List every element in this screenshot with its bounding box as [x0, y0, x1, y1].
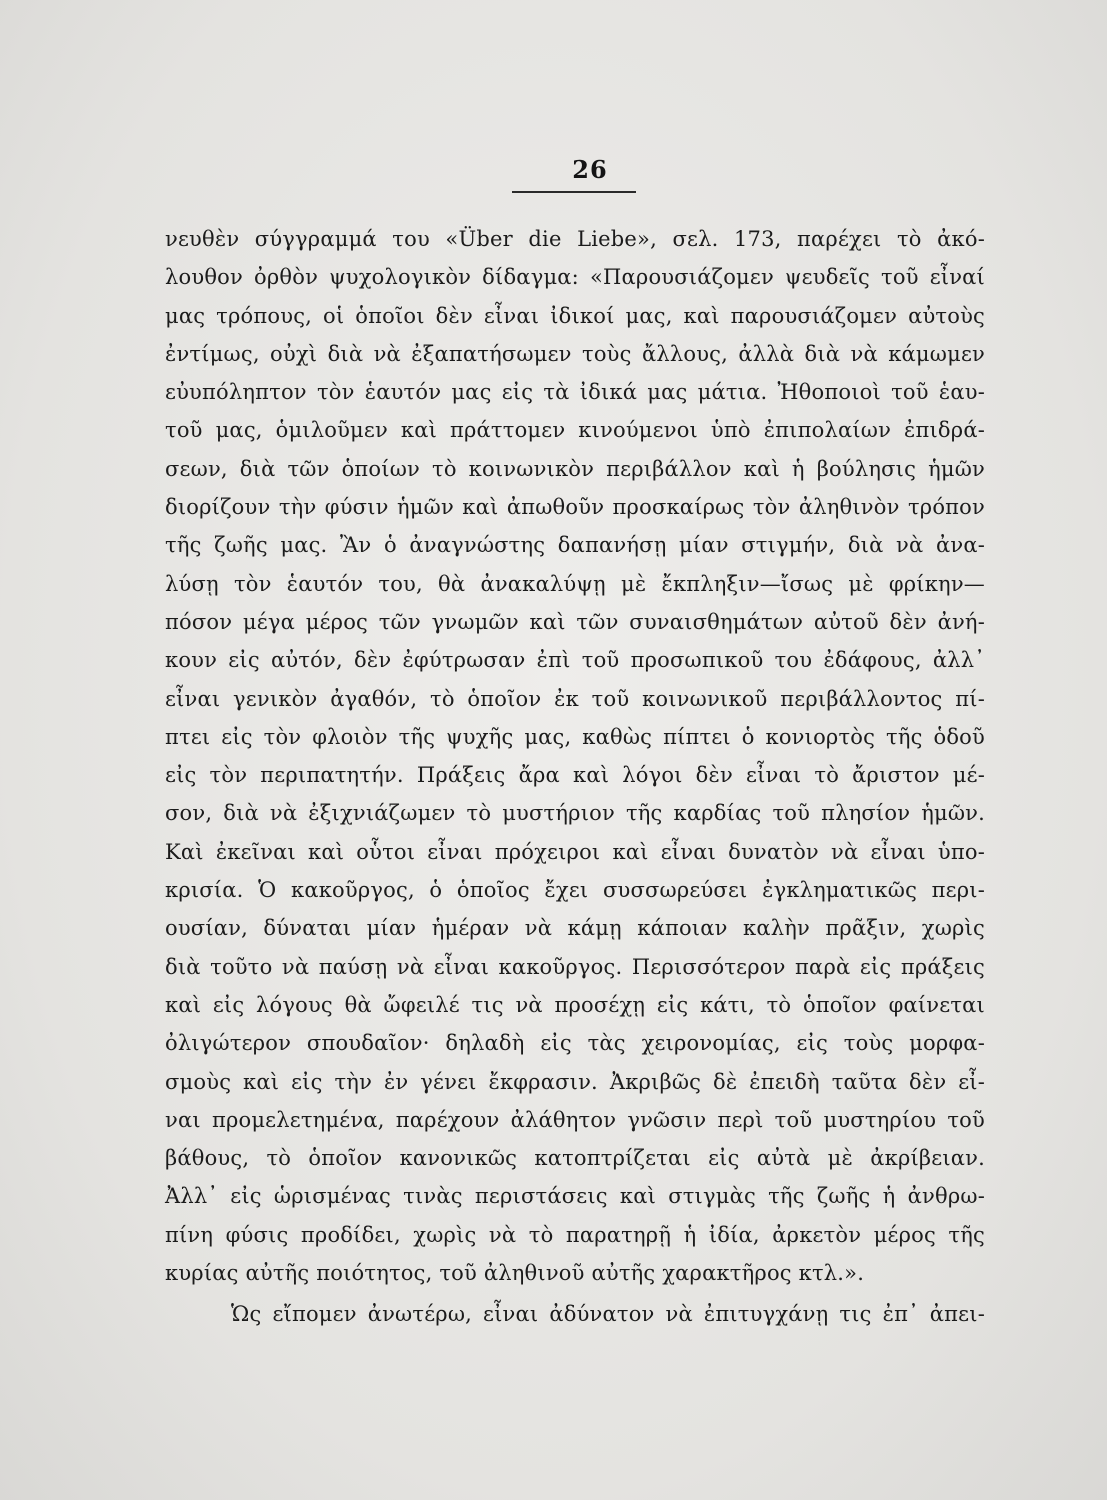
- text-line: καὶ εἰς λόγους θὰ ὤφειλέ τις νὰ προσέχῃ εἰς κάτι, τὸ ὁποῖον φαίνεται: [165, 992, 985, 1017]
- text-line: Ἀλλ᾽ εἰς ὡρισμένας τινὰς περιστάσεις καὶ στιγμὰς τῆς ζωῆς ἡ ἀνθρω-: [165, 1184, 985, 1209]
- text-line: ναι προμελετημένα, παρέχουν ἀλάθητον γνῶσιν περὶ τοῦ μυστηρίου τοῦ: [165, 1107, 985, 1132]
- text-line: Καὶ ἐκεῖναι καὶ οὗτοι εἶναι πρόχειροι καὶ εἶναι δυνατὸν νὰ εἶναι ὑπο-: [165, 839, 985, 864]
- text-line: εἶναι γενικὸν ἀγαθόν, τὸ ὁποῖον ἐκ τοῦ κοινωνικοῦ περιβάλλοντος πί-: [165, 686, 985, 711]
- text-line: σμοὺς καὶ εἰς τὴν ἐν γένει ἔκφρασιν. Ἀκριβῶς δὲ ἐπειδὴ ταῦτα δὲν εἶ-: [165, 1069, 985, 1094]
- text-line: τῆς ζωῆς μας. Ἂν ὁ ἀναγνώστης δαπανήσῃ μίαν στιγμήν, διὰ νὰ ἀνα-: [165, 533, 985, 558]
- paragraph-1: [165, 220, 985, 1292]
- text-line: σον, διὰ νὰ ἐξιχνιάζωμεν τὸ μυστήριον τῆς καρδίας τοῦ πλησίον ἡμῶν.: [165, 801, 985, 826]
- text-line: Ὡς εἴπομεν ἀνωτέρω, εἶναι ἀδύνατον νὰ ἐπιτυγχάνῃ τις ἐπ᾽ ἀπει-: [231, 1302, 985, 1326]
- text-line: πίνη φύσις προδίδει, χωρὶς νὰ τὸ παρατηρῇ ἡ ἰδία, ἀρκετὸν μέρος τῆς: [165, 1222, 985, 1247]
- text-line: νευθὲν σύγγραμμά του «Über die Liebe», σελ. 173, παρέχει τὸ ἀκό-: [165, 227, 985, 251]
- text-line: σεων, διὰ τῶν ὁποίων τὸ κοινωνικὸν περιβάλλον καὶ ἡ βούλησις ἡμῶν: [165, 456, 985, 481]
- text-line: κυρίας αὐτῆς ποιότητος, τοῦ ἀληθινοῦ αὐτῆς χαρακτῆρος κτλ.».: [165, 1261, 865, 1286]
- text-line: τοῦ μας, ὁμιλοῦμεν καὶ πράττομεν κινούμενοι ὑπὸ ἐπιπολαίων ἐπιδρά-: [165, 418, 985, 443]
- text-line: λύσῃ τὸν ἑαυτόν του, θὰ ἀνακαλύψῃ μὲ ἔκπληξιν—ἴσως μὲ φρίκην—: [165, 571, 985, 596]
- text-line: ουσίαν, δύναται μίαν ἡμέραν νὰ κάμῃ κάποιαν καλὴν πρᾶξιν, χωρὶς: [165, 916, 985, 941]
- text-line: μας τρόπους, οἱ ὁποῖοι δὲν εἶναι ἰδικοί μας, καὶ παρουσιάζομεν αὐτοὺς: [165, 303, 985, 328]
- text-line: διορίζουν τὴν φύσιν ἡμῶν καὶ ἀπωθοῦν προσκαίρως τὸν ἀληθινὸν τρόπον: [165, 495, 985, 520]
- text-line: λουθον ὀρθὸν ψυχολογικὸν δίδαγμα: «Παρουσιάζομεν ψευδεῖς τοῦ εἶναί: [165, 265, 985, 290]
- text-line: βάθους, τὸ ὁποῖον κανονικῶς κατοπτρίζεται εἰς αὐτὰ μὲ ἀκρίβειαν.: [165, 1146, 985, 1171]
- text-line: κρισία. Ὁ κακοῦργος, ὁ ὁποῖος ἔχει συσσωρεύσει ἐγκληματικῶς περι-: [165, 878, 985, 903]
- text-line: ἐντίμως, οὐχὶ διὰ νὰ ἐξαπατήσωμεν τοὺς ἄλλους, ἀλλὰ διὰ νὰ κάμωμεν: [165, 341, 985, 366]
- text-line: ὀλιγώτερον σπουδαῖον· δηλαδὴ εἰς τὰς χειρονομίας, εἰς τοὺς μορφα-: [165, 1031, 985, 1056]
- text-line: εἰς τὸν περιπατητήν. Πράξεις ἄρα καὶ λόγοι δὲν εἶναι τὸ ἄριστον μέ-: [165, 763, 985, 788]
- text-line: κουν εἰς αὐτόν, δὲν ἐφύτρωσαν ἐπὶ τοῦ προσωπικοῦ του ἐδάφους, ἀλλ᾽: [165, 648, 985, 673]
- text-line: πόσον μέγα μέρος τῶν γνωμῶν καὶ τῶν συναισθημάτων αὐτοῦ δὲν ἀνή-: [165, 609, 985, 634]
- text-line: πτει εἰς τὸν φλοιὸν τῆς ψυχῆς μας, καθὼς πίπτει ὁ κονιορτὸς τῆς ὁδοῦ: [165, 724, 985, 749]
- paragraph-2: [165, 1295, 985, 1333]
- header-rule: [512, 191, 636, 193]
- text-line: εὐυπόληπτον τὸν ἑαυτόν μας εἰς τὰ ἰδικά μας μάτια. Ἠθοποιοὶ τοῦ ἑαυ-: [165, 380, 985, 405]
- text-line: διὰ τοῦτο νὰ παύσῃ νὰ εἶναι κακοῦργος. Περισσότερον παρὰ εἰς πράξεις: [165, 954, 985, 979]
- page-number: 26: [572, 155, 608, 184]
